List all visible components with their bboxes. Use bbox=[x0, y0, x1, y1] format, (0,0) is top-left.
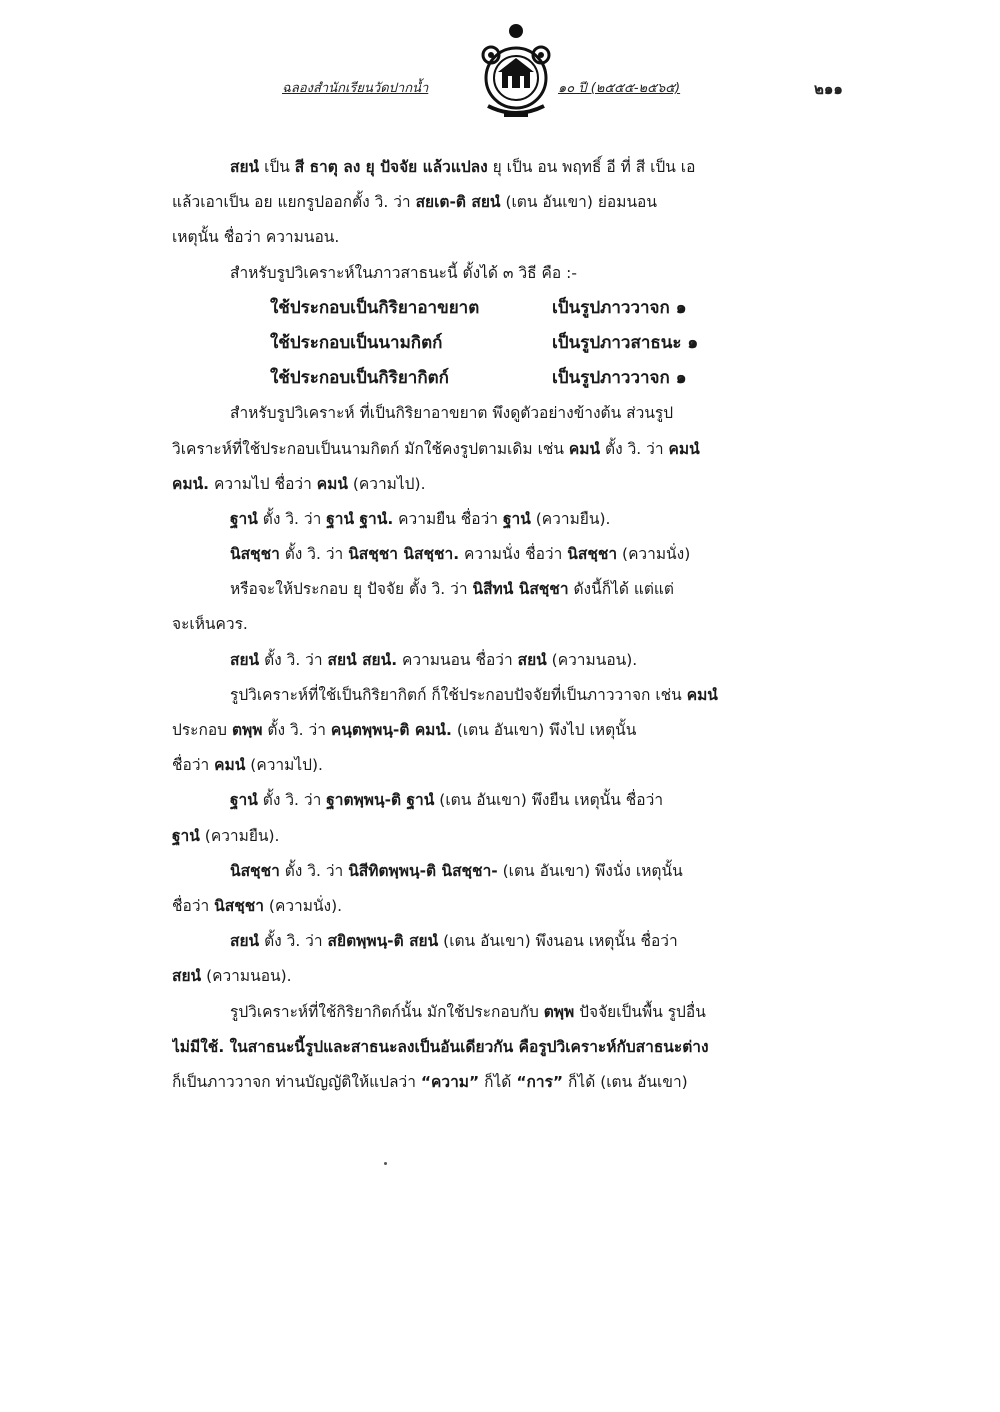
text-segment: เป็น bbox=[259, 158, 295, 176]
text-segment: สำหรับรูปวิเคราะห์ในภาวสาธนะนี้ ตั้งได้ ๓ วิธี คือ :- bbox=[230, 263, 577, 282]
text-segment: ก็เป็นภาววาจก ท่านบัญญัติให้แปลว่า bbox=[172, 1072, 421, 1091]
text-segment: ความยืน ชื่อว่า bbox=[393, 509, 503, 528]
bold-term: นิสชฺชา bbox=[230, 861, 280, 880]
bold-term: นิสชฺชา นิสชฺชา. bbox=[348, 545, 460, 564]
text-line bbox=[172, 959, 862, 994]
list-item-label: ใช้ประกอบเป็นนามกิตก์ bbox=[270, 332, 443, 353]
text-segment: ยุ เป็น อน พฤทธิ์ อี ที่ สี เป็น เอ bbox=[487, 158, 696, 176]
bold-term: คมนํ bbox=[668, 439, 700, 458]
text-line bbox=[172, 361, 862, 396]
text-line bbox=[172, 467, 862, 502]
text-line bbox=[172, 150, 862, 185]
text-segment: (เตน อันเขา) ย่อมนอน bbox=[500, 193, 657, 212]
bold-term: ฐาตพฺพนฺ-ติ ฐานํ bbox=[326, 791, 435, 810]
list-item-value: เป็นรูปภาววาจก ๑ bbox=[552, 368, 687, 389]
text-segment: (ความยืน). bbox=[199, 826, 280, 845]
text-line bbox=[172, 256, 862, 291]
text-segment: (ความไป). bbox=[347, 474, 426, 493]
text-line bbox=[172, 432, 862, 467]
text-line bbox=[172, 572, 862, 607]
text-line bbox=[172, 220, 862, 255]
bold-term: สยนํ bbox=[517, 650, 547, 669]
text-line bbox=[172, 819, 862, 854]
text-segment: (เตน อันเขา) พึงยืน เหตุนั้น ชื่อว่า bbox=[434, 791, 664, 810]
header-right-title: ๑๐ ปี (๒๕๕๕-๒๕๖๕) bbox=[558, 81, 681, 96]
text-line bbox=[172, 924, 862, 959]
text-segment: ตั้ง วิ. ว่า bbox=[600, 439, 669, 458]
text-segment: ชื่อว่า bbox=[172, 896, 215, 915]
bold-term: “การ” bbox=[516, 1072, 564, 1091]
bold-term: คมนํ bbox=[214, 756, 246, 775]
bold-term: สยนํ bbox=[172, 967, 202, 986]
text-line bbox=[172, 995, 862, 1030]
bold-term: คมนํ bbox=[686, 685, 718, 704]
text-segment: (เตน อันเขา) พึงนั่ง เหตุนั้น bbox=[497, 861, 683, 880]
bold-term: ฐานํ bbox=[502, 509, 531, 528]
text-line bbox=[172, 783, 862, 818]
list-item-label: ใช้ประกอบเป็นกิริยาอาขยาต bbox=[270, 297, 480, 318]
text-segment: รูปวิเคราะห์ที่ใช้กิริยากิตก์นั้น มักใช้ประกอบกับ bbox=[230, 1002, 544, 1021]
text-line bbox=[172, 502, 862, 537]
page-number: ๒๑๑ bbox=[814, 80, 843, 98]
text-segment: ความนั่ง ชื่อว่า bbox=[459, 545, 568, 564]
text-line bbox=[172, 854, 862, 889]
text-segment: (เตน อันเขา) พึงนอน เหตุนั้น ชื่อว่า bbox=[438, 932, 678, 951]
bold-term: นิสชฺชา bbox=[230, 545, 280, 564]
text-line bbox=[172, 1065, 862, 1100]
header-left-title: ฉลองสำนักเรียนวัดปากน้ำ bbox=[282, 81, 429, 96]
text-line bbox=[172, 185, 862, 220]
bold-term: คมนํ bbox=[568, 439, 601, 458]
scan-speck bbox=[384, 1162, 387, 1165]
text-segment: ความนอน ชื่อว่า bbox=[397, 650, 518, 669]
bold-term: ฐานํ ฐานํ. bbox=[326, 509, 394, 528]
bold-term: คนฺตพฺพนฺ-ติ คมนํ. bbox=[330, 721, 452, 739]
bold-term: คมนํ. bbox=[172, 474, 210, 493]
text-segment: ปัจจัยเป็นพื้น รูปอื่น bbox=[574, 1002, 706, 1021]
text-segment: (ความยืน). bbox=[530, 509, 611, 528]
bold-term: นิสีทนํ นิสชฺชา bbox=[472, 580, 569, 599]
text-segment: ก็ได้ bbox=[479, 1072, 517, 1091]
bold-term: ตพฺพ bbox=[231, 721, 263, 739]
bold-term: ฐานํ bbox=[172, 826, 200, 845]
text-segment: หรือจะให้ประกอบ ยุ ปัจจัย ตั้ง วิ. ว่า bbox=[230, 580, 473, 599]
text-line bbox=[172, 537, 862, 572]
text-line bbox=[172, 643, 862, 678]
text-segment: ตั้ง วิ. ว่า bbox=[279, 861, 349, 880]
text-segment: (ความนั่ง) bbox=[617, 545, 691, 564]
text-line bbox=[172, 326, 862, 361]
text-segment: ประกอบ bbox=[172, 721, 232, 739]
text-segment: เหตุนั้น ชื่อว่า ความนอน. bbox=[172, 228, 340, 247]
page-header bbox=[282, 22, 872, 132]
bold-term: ตพฺพ bbox=[543, 1002, 575, 1021]
bold-term: นิสชฺชา bbox=[214, 896, 264, 915]
bold-term: ฐานํ bbox=[230, 791, 258, 810]
bold-term: สยิตพฺพนฺ-ติ สยนํ bbox=[327, 932, 439, 951]
bold-term: สี ธาตุ ลง ยุ ปัจจัย แล้วแปลง bbox=[294, 158, 488, 176]
text-line bbox=[172, 889, 862, 924]
text-segment: ความไป ชื่อว่า bbox=[209, 474, 317, 493]
text-segment: ตั้ง วิ. ว่า bbox=[259, 932, 328, 951]
text-line bbox=[172, 607, 862, 642]
list-item-value: เป็นรูปภาวสาธนะ ๑ bbox=[552, 332, 699, 353]
bold-term: สยนํ bbox=[230, 158, 260, 176]
bold-term: สยนํ bbox=[230, 932, 260, 951]
text-segment: (เตน อันเขา) พึงไป เหตุนั้น bbox=[451, 721, 637, 739]
list-item-value: เป็นรูปภาววาจก ๑ bbox=[552, 297, 687, 318]
text-segment: (ความนอน). bbox=[201, 967, 292, 986]
text-line bbox=[172, 713, 862, 748]
text-segment: ตั้ง วิ. ว่า bbox=[257, 791, 327, 810]
bold-term: “ความ” bbox=[420, 1072, 480, 1091]
text-segment: ชื่อว่า bbox=[172, 756, 215, 775]
text-segment: รูปวิเคราะห์ที่ใช้เป็นกิริยากิตก์ ก็ใช้ประกอบปัจจัยที่เป็นภาววาจก เช่น bbox=[230, 685, 687, 704]
body-text bbox=[172, 150, 862, 1100]
text-line bbox=[172, 678, 862, 713]
bold-term: ฐานํ bbox=[230, 509, 258, 528]
text-segment: ตั้ง วิ. ว่า bbox=[259, 650, 328, 669]
text-line bbox=[172, 291, 862, 326]
text-segment: (ความนั่ง). bbox=[263, 896, 343, 915]
text-segment: ตั้ง วิ. ว่า bbox=[279, 545, 349, 564]
bold-term: คมนํ bbox=[316, 474, 348, 493]
text-segment: แล้วเอาเป็น อย แยกรูปออกตั้ง วิ. ว่า bbox=[172, 193, 416, 212]
bold-term: ไม่มีใช้. ในสาธนะนี้รูปและสาธนะลงเป็นอันเดียวกัน คือรูปวิเคราะห์กับสาธนะต่าง bbox=[172, 1037, 709, 1056]
text-segment: (ความนอน). bbox=[546, 650, 638, 669]
text-segment: ดังนี้ก็ได้ แต่แต่ bbox=[568, 580, 674, 599]
bold-term: นิสีทิตพฺพนฺ-ติ นิสชฺชา- bbox=[348, 861, 498, 880]
text-segment: วิเคราะห์ที่ใช้ประกอบเป็นนามกิตก์ มักใช้คงรูปตามเดิม เช่น bbox=[172, 439, 569, 458]
list-item-label: ใช้ประกอบเป็นกิริยากิตก์ bbox=[270, 368, 449, 389]
bold-term: สยนํ bbox=[230, 650, 260, 669]
text-line bbox=[172, 1030, 862, 1065]
temple-seal-emblem-icon bbox=[474, 22, 558, 126]
bold-term: นิสชฺชา bbox=[567, 545, 618, 564]
text-line bbox=[172, 396, 862, 431]
text-segment: ก็ได้ (เตน อันเขา) bbox=[563, 1072, 688, 1091]
text-segment: สำหรับรูปวิเคราะห์ ที่เป็นกิริยาอาขยาต พึงดูตัวอย่างข้างต้น ส่วนรูป bbox=[230, 404, 674, 423]
text-segment: (ความไป). bbox=[245, 756, 323, 775]
text-segment: ตั้ง วิ. ว่า bbox=[257, 509, 327, 528]
text-segment: ตั้ง วิ. ว่า bbox=[262, 721, 331, 739]
bold-term: สยนํ สยนํ. bbox=[327, 650, 398, 669]
text-segment: จะเห็นควร. bbox=[172, 615, 248, 634]
text-line bbox=[172, 748, 862, 783]
bold-term: สยเต-ติ สยนํ bbox=[415, 193, 501, 212]
